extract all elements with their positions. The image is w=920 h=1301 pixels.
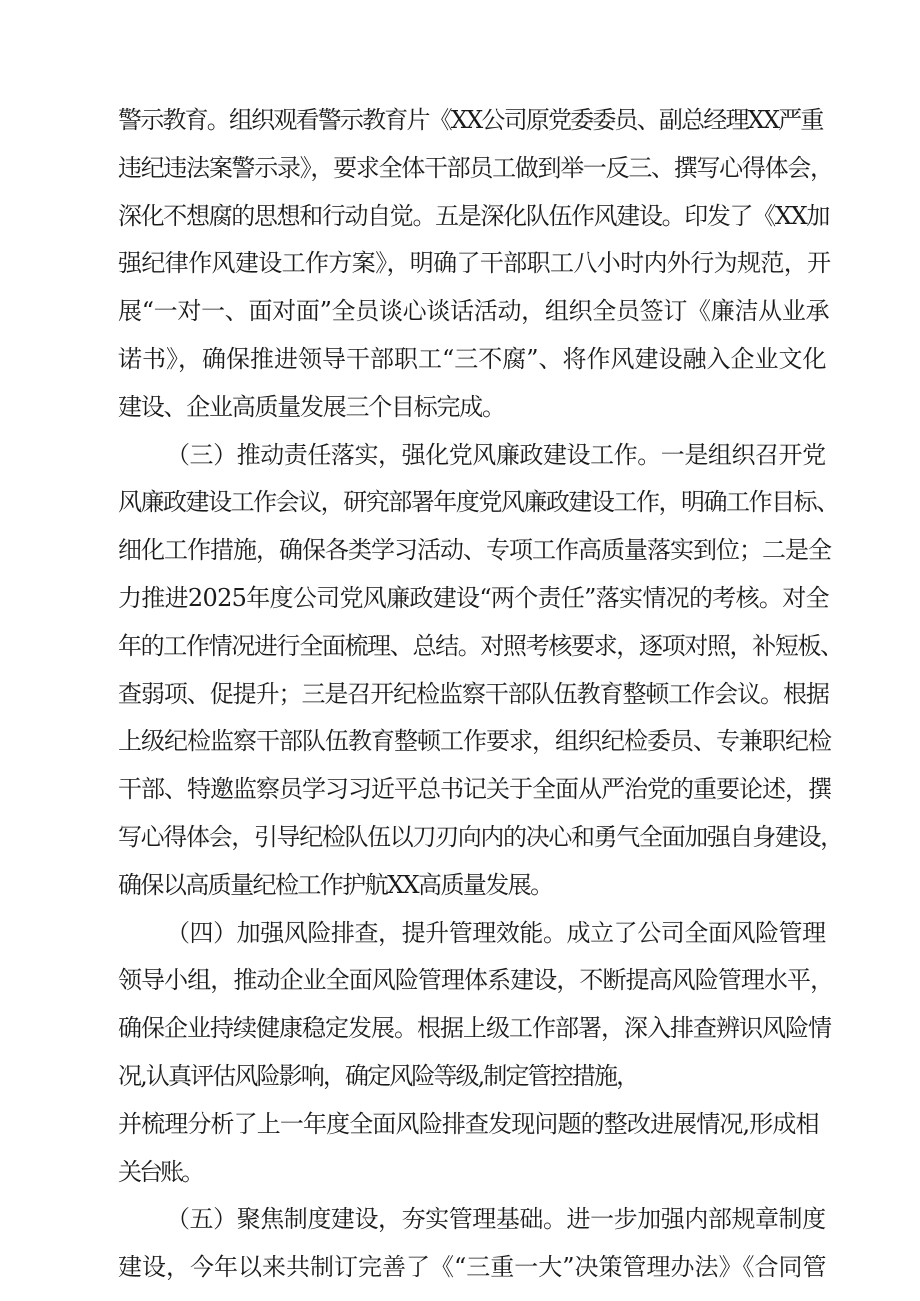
text-line: 上级纪检监察干部队伍教育整顿工作要求，组织纪检委员、专兼职纪检 xyxy=(118,727,831,755)
section-heading-line: （四）加强风险排查，提升管理效能。成立了公司全面风险管理 xyxy=(166,919,826,947)
text-line: 干部、特邀监察员学习习近平总书记关于全面从严治党的重要论述，撰 xyxy=(118,775,831,803)
text-line: 关台账。 xyxy=(118,1158,202,1186)
section-heading-line: （三）推动责任落实，强化党风廉政建设工作。一是组织召开党 xyxy=(166,441,826,469)
text-line: 强纪律作风建设工作方案》，明确了干部职工八小时内外行为规范，开 xyxy=(118,249,831,277)
text-line: 并梳理分析了上一年度全面风险排查发现问题的整改进展情况,形成相 xyxy=(118,1110,819,1138)
text-line: 确保以高质量纪检工作护航XX高质量发展。 xyxy=(118,871,553,899)
text-line: 确保企业持续健康稳定发展。根据上级工作部署，深入排查辨识风险情 xyxy=(118,1014,831,1042)
text-line: 况,认真评估风险影响，确定风险等级,制定管控措施， xyxy=(118,1062,639,1090)
text-line: 风廉政建设工作会议，研究部署年度党风廉政建设工作，明确工作目标、 xyxy=(118,488,839,516)
text-line: 诺书》，确保推进领导干部职工“三不腐”、将作风建设融入企业文化 xyxy=(118,345,827,373)
text-line: 年的工作情况进行全面梳理、总结。对照考核要求，逐项对照，补短板、 xyxy=(118,632,843,660)
text-line: 深化不想腐的思想和行动自觉。五是深化队伍作风建设。印发了《XX加 xyxy=(118,202,829,230)
text-line: 查弱项、促提升；三是召开纪检监察干部队伍教育整顿工作会议。根据 xyxy=(118,680,829,708)
text-line: 违纪违法案警示录》，要求全体干部员工做到举一反三、撰写心得体会， xyxy=(118,154,833,182)
text-line: 建设，今年以来共制订完善了《“三重一大”决策管理办法》《合同管 xyxy=(118,1253,827,1281)
text-line: 力推进2025年度公司党风廉政建设“两个责任”落实情况的考核。对全 xyxy=(118,584,829,612)
section-heading-line: （五）聚焦制度建设，夯实管理基础。进一步加强内部规章制度 xyxy=(166,1205,826,1233)
text-line: 展“一对一、面对面”全员谈心谈话活动，组织全员签订《廉洁从业承 xyxy=(118,297,830,325)
text-line: 细化工作措施，确保各类学习活动、专项工作高质量落实到位；二是全 xyxy=(118,536,831,564)
text-line: 写心得体会，引导纪检队伍以刀刃向内的决心和勇气全面加强自身建设， xyxy=(118,823,843,851)
text-line: 建设、企业高质量发展三个目标完成。 xyxy=(118,393,505,421)
text-line: 警示教育。组织观看警示教育片《XX公司原党委委员、副总经理XX严重 xyxy=(118,106,823,134)
text-line: 领导小组，推动企业全面风险管理体系建设，不断提高风险管理水平， xyxy=(118,966,834,994)
